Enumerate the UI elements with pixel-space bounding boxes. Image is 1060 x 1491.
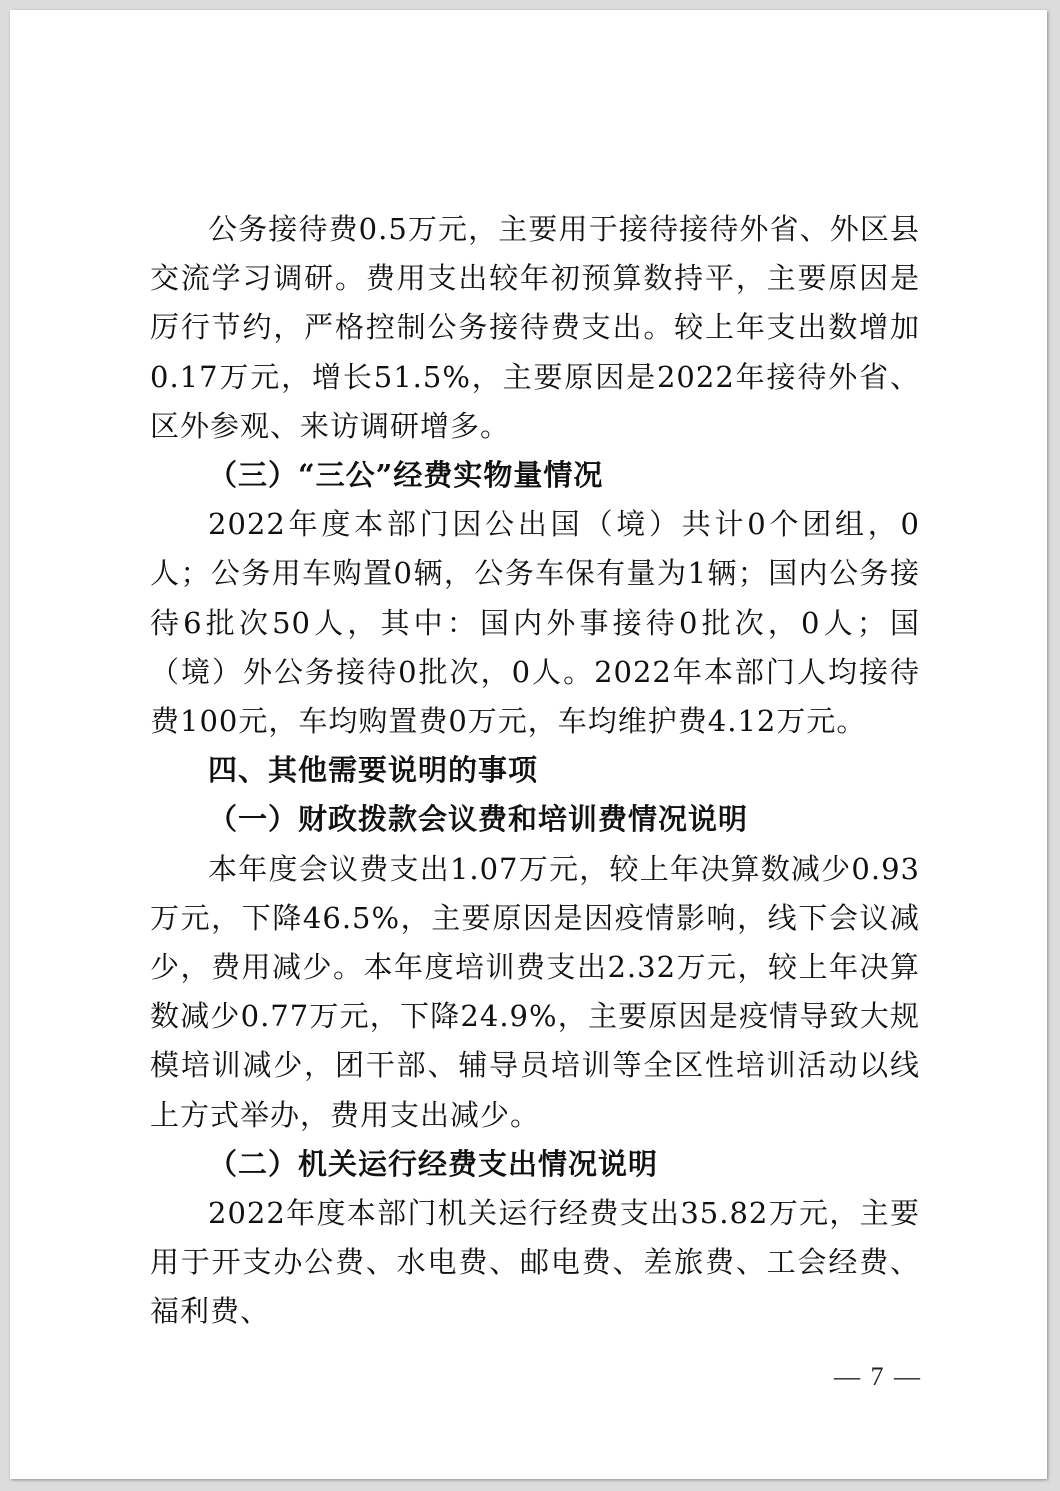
section-heading-other-matters: 四、其他需要说明的事项 (208, 753, 539, 788)
paragraph-meeting-training: 本年度会议费支出1.07万元，较上年决算数减少0.93万元，下降46.5%，主要原因是因疫情影响，线下会议减少，费用减少。本年度培训费支出2.32万元，较上年决算数减少0.77万元，下降24.9%，主要原因是疫情导致大规模培训减少，团干部、辅导员培训等全区性培训活动以线上方式举办，费用支出减少。 (150, 851, 920, 1132)
page-number: — 7 — (834, 1362, 922, 1391)
paragraph-reception-expense: 公务接待费0.5万元，主要用于接待接待外省、外区县交流学习调研。费用支出较年初预算数持平，主要原因是厉行节约，严格控制公务接待费支出。较上年支出数增加0.17万元，增长51.5%，主要原因是2022年接待外省、区外参观、来访调研增多。 (150, 212, 920, 443)
section-heading-three-public-physical: （三）“三公”经费实物量情况 (208, 458, 604, 493)
document-body (150, 205, 920, 1337)
section-heading-meeting-training: （一）财政拨款会议费和培训费情况说明 (208, 802, 749, 837)
document-page (10, 10, 1047, 1479)
paragraph-physical-quantity: 2022年度本部门因公出国（境）共计0个团组，0人；公务用车购置0辆，公务车保有量为1辆；国内公务接待6批次50人，其中：国内外事接待0批次，0人；国（境）外公务接待0批次，0人。2022年本部门人均接待费100元，车均购置费0万元，车均维护费4.12万元。 (150, 507, 920, 739)
paragraph-operating-expense: 2022年度本部门机关运行经费支出35.82万元，主要用于开支办公费、水电费、邮电费、差旅费、工会经费、福利费、 (150, 1196, 920, 1329)
section-heading-operating-expense: （二）机关运行经费支出情况说明 (208, 1146, 659, 1181)
